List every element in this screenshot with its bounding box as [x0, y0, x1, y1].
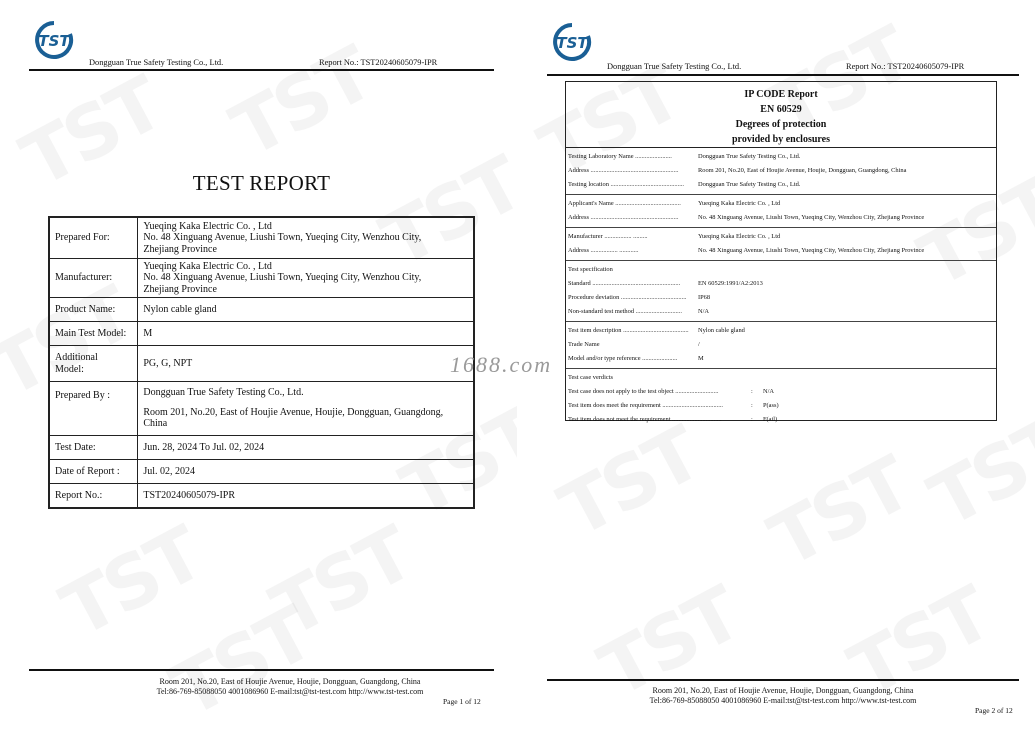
main-test-model-value: M	[138, 322, 474, 346]
info-key: Model and/or type reference ......................	[568, 355, 678, 362]
info-key: Address ................. ............	[568, 247, 639, 254]
watermark	[546, 412, 712, 555]
info-row	[568, 150, 994, 164]
info-key: Address .......................................................	[568, 167, 679, 174]
applicant-section	[566, 195, 996, 228]
verdict-value: P(ass)	[763, 402, 779, 409]
footer-rule	[547, 679, 1019, 681]
additional-model-value: PG, G, NPT	[138, 346, 474, 382]
verdict-key: Test item does not meet the requirement ...............................	[568, 416, 722, 423]
prepared-for-province: Zhejiang Province	[143, 243, 217, 255]
info-row	[568, 338, 994, 352]
report-page-2	[518, 0, 1035, 729]
verdict-colon: :	[751, 388, 753, 395]
footer-contact: Tel:86-769-85088050 4001086960 E-mail:tst@tst-test.com http://www.tst-test.com	[649, 695, 917, 705]
svg-text:TST: TST	[38, 32, 70, 50]
footer	[29, 677, 517, 696]
watermark	[158, 592, 324, 729]
test-date-value: Jun. 28, 2024 To Jul. 02, 2024	[138, 436, 474, 460]
watermark	[218, 32, 384, 175]
laboratory-section	[566, 148, 996, 195]
manufacturer-label: Manufacturer:	[49, 258, 138, 298]
info-row	[568, 305, 994, 319]
heading-line: IP CODE Report	[744, 89, 818, 100]
prepared-by-country: China	[143, 418, 168, 430]
table-row	[49, 460, 474, 484]
info-key: Testing location ..............................................	[568, 181, 684, 188]
report-no-value: TST20240605079-IPR	[138, 484, 474, 508]
prepared-by-value	[138, 382, 474, 436]
header-company: Dongguan True Safety Testing Co., Ltd.	[89, 58, 224, 67]
verdict-colon: :	[751, 402, 753, 409]
info-row	[568, 352, 994, 366]
watermark	[48, 512, 214, 655]
ip-code-heading	[566, 82, 996, 148]
page-number: Page 1 of 12	[443, 697, 481, 706]
verdict-colon: :	[751, 416, 753, 423]
heading-line: provided by enclosures	[732, 134, 830, 145]
info-row	[568, 178, 994, 192]
prepared-by-label: Prepared By :	[49, 382, 138, 436]
page-title: TEST REPORT	[192, 171, 331, 195]
report-page-1	[0, 0, 517, 729]
header-rule	[29, 69, 494, 71]
heading-line: EN 60529	[760, 104, 802, 115]
info-key: Address .......................................................	[568, 214, 679, 221]
info-value: No. 48 Xinguang Avenue, Liushi Town, Yueqing City, Wenzhou City, Zhejiang Province	[698, 214, 925, 221]
footer	[547, 686, 1019, 705]
tst-logo	[34, 20, 74, 60]
source-watermark-stamp: 1688.com	[450, 352, 553, 377]
product-name-label: Product Name:	[49, 298, 138, 322]
info-key: Non-standard test method .............................	[568, 308, 682, 315]
info-row	[568, 164, 994, 178]
info-value: Yueqing Kaka Electric Co. , Ltd	[698, 233, 781, 240]
prepared-by-company: Dongguan True Safety Testing Co., Ltd.	[143, 387, 304, 399]
info-value: No. 48 Xinguang Avenue, Liushi Town, Yueqing City, Wenzhou City, Zhejiang Province	[698, 247, 925, 254]
info-value: M	[698, 355, 704, 362]
info-value: /	[698, 341, 700, 348]
info-row	[568, 263, 994, 277]
header-report-number: Report No.: TST20240605079-IPR	[846, 62, 965, 71]
watermark	[756, 442, 922, 585]
tst-logo	[552, 22, 592, 62]
verdict-row	[568, 399, 994, 413]
info-value	[698, 263, 994, 277]
manufacturer-province: Zhejiang Province	[143, 283, 217, 295]
info-row	[568, 230, 994, 244]
prepared-for-label: Prepared For:	[49, 217, 138, 258]
specification-section	[566, 261, 996, 322]
info-value: IP68	[698, 294, 711, 301]
verdicts-section	[566, 369, 996, 429]
manufacturer-address: No. 48 Xinguang Avenue, Liushi Town, Yueqing City, Wenzhou City,	[143, 272, 422, 283]
info-value: Dongguan True Safety Testing Co., Ltd.	[698, 181, 801, 188]
verdict-row	[568, 413, 994, 427]
footer-address: Room 201, No.20, East of Houjie Avenue, Houjie, Dongguan, Guangdong, China	[652, 686, 914, 695]
manufacturer-value	[138, 258, 474, 298]
main-test-model-label: Main Test Model:	[49, 322, 138, 346]
svg-text:TST: TST	[556, 34, 588, 52]
info-value: Dongguan True Safety Testing Co., Ltd.	[698, 153, 801, 160]
info-row	[568, 211, 994, 225]
table-row	[49, 298, 474, 322]
info-key: Manufacturer ................. .........	[568, 233, 648, 240]
prepared-by-address: Room 201, No.20, East of Houjie Avenue, Houjie, Dongguan, Guangdong,	[143, 406, 444, 418]
info-value: EN 60529:1991/A2:2013	[698, 280, 763, 287]
heading-line: Degrees of protection	[735, 119, 827, 130]
page-number: Page 2 of 12	[975, 706, 1013, 715]
info-key: Test specification	[568, 266, 613, 273]
info-row	[568, 244, 994, 258]
prepared-for-company: Yueqing Kaka Electric Co. , Ltd	[143, 220, 272, 232]
product-name-value: Nylon cable gland	[138, 298, 474, 322]
verdict-key: Test item does meet the requirement ......................................	[568, 402, 724, 409]
footer-rule	[29, 669, 494, 671]
date-of-report-value: Jul. 02, 2024	[138, 460, 474, 484]
verdict-value: F(ail)	[763, 416, 778, 423]
info-row	[568, 197, 994, 211]
header-rule	[547, 74, 1019, 76]
table-row	[49, 258, 474, 298]
table-row	[49, 346, 474, 382]
report-no-label: Report No.:	[49, 484, 138, 508]
prepared-for-value	[138, 217, 474, 258]
info-row	[568, 277, 994, 291]
table-row	[49, 436, 474, 460]
info-value: Yueqing Kaka Electric Co. , Ltd	[698, 200, 781, 207]
table-row	[49, 382, 474, 436]
additional-model-label-line1: Additional	[55, 352, 98, 363]
table-row	[49, 217, 474, 258]
info-row	[568, 291, 994, 305]
info-row	[568, 324, 994, 338]
info-value: N/A	[698, 308, 710, 315]
header-company: Dongguan True Safety Testing Co., Ltd.	[607, 62, 742, 71]
verdict-key: Test case does not apply to the test object ...........................	[568, 388, 719, 395]
info-key: Procedure deviation .........................................	[568, 294, 687, 301]
info-value: Nylon cable gland	[698, 327, 745, 334]
footer-contact: Tel:86-769-85088050 4001086960 E-mail:tst@tst-test.com http://www.tst-test.com	[156, 686, 424, 696]
additional-model-label-line2: Model:	[55, 363, 84, 375]
manufacturer-company: Yueqing Kaka Electric Co. , Ltd	[143, 260, 272, 272]
verdict-value: N/A	[763, 388, 775, 395]
manufacturer-section	[566, 228, 996, 261]
info-value: Room 201, No.20, East of Houjie Avenue, Houjie, Dongguan, Guangdong, China	[698, 167, 907, 174]
info-key: Testing Laboratory Name .......................	[568, 153, 672, 160]
info-key: Standard .......................................................	[568, 280, 681, 287]
table-row	[49, 484, 474, 508]
additional-model-label	[49, 346, 138, 382]
info-key: Applicant's Name .........................................	[568, 200, 681, 207]
verdicts-title-text: Test case verdicts	[568, 374, 613, 381]
watermark	[258, 512, 424, 655]
report-summary-table	[48, 216, 475, 509]
verdict-row	[568, 385, 994, 399]
info-key: Trade Name	[568, 341, 600, 348]
header-report-number: Report No.: TST20240605079-IPR	[319, 58, 438, 67]
footer-address: Room 201, No.20, East of Houjie Avenue, Houjie, Dongguan, Guangdong, China	[159, 677, 421, 686]
test-item-section	[566, 322, 996, 369]
table-row	[49, 322, 474, 346]
verdicts-title	[568, 371, 994, 385]
date-of-report-label: Date of Report :	[49, 460, 138, 484]
info-key: Test item description .........................................	[568, 327, 689, 334]
test-date-label: Test Date:	[49, 436, 138, 460]
prepared-for-address: No. 48 Xinguang Avenue, Liushi Town, Yueqing City, Wenzhou City,	[143, 232, 422, 243]
ip-code-report-box	[565, 81, 997, 421]
